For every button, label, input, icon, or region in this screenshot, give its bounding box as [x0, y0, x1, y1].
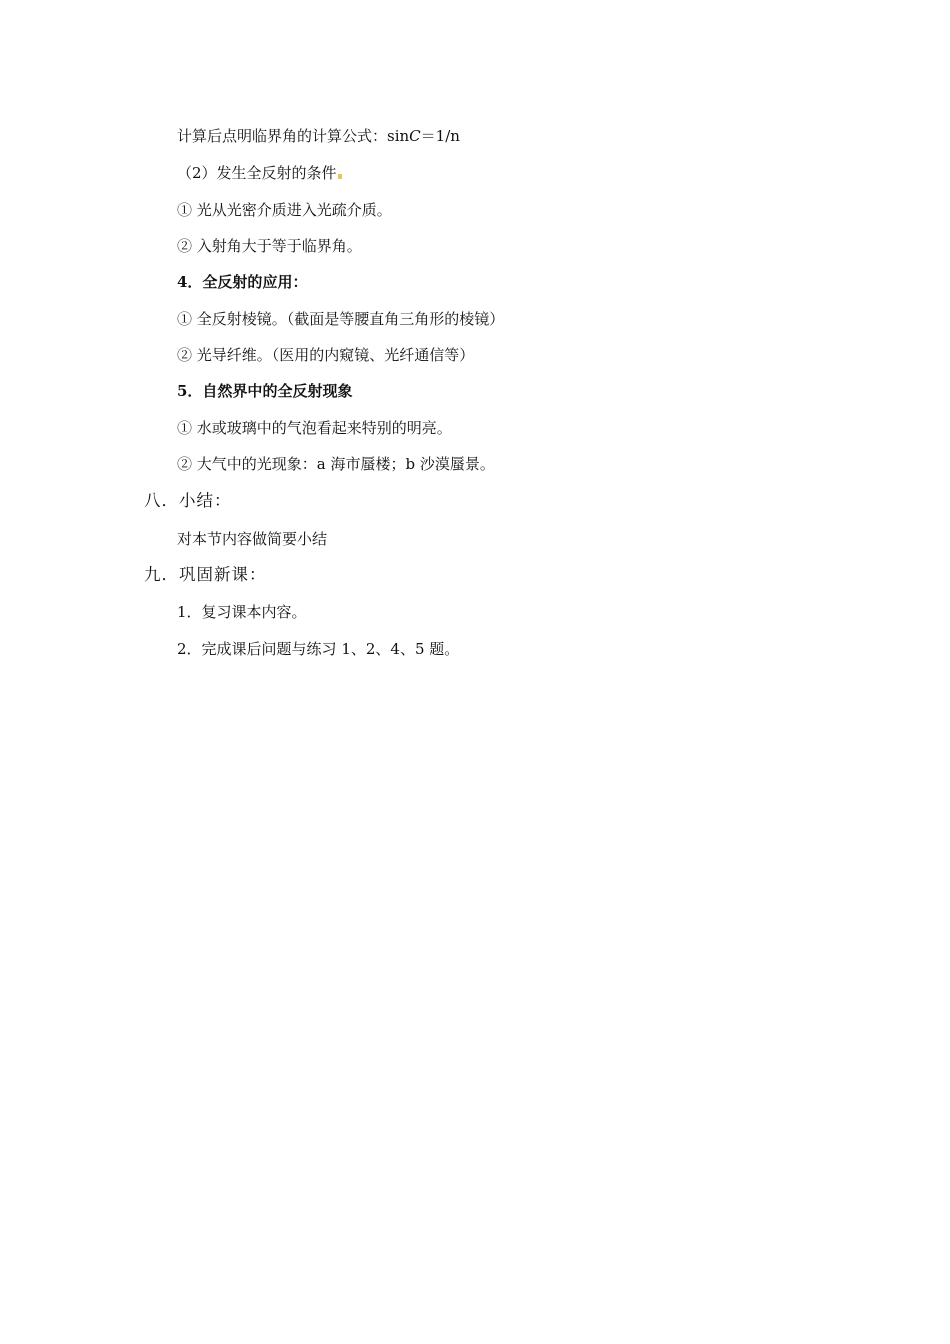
condition-item-2: ② 入射角大于等于临界角。	[177, 237, 362, 255]
formula-variable: C	[409, 127, 421, 145]
condition-item-1: ① 光从光密介质进入光疏介质。	[177, 201, 392, 219]
summary-text: 对本节内容做简要小结	[177, 530, 328, 548]
formula-suffix: ＝1/n	[420, 127, 460, 145]
consolidate-heading: 九．巩固新课：	[144, 565, 267, 584]
application-item-2: ② 光导纤维。（医用的内窥镜、光纤通信等）	[177, 346, 475, 364]
consolidate-item-2: 2．完成课后问题与练习 1、2、4、5 题。	[177, 640, 460, 658]
nature-item-1: ① 水或玻璃中的气泡看起来特别的明亮。	[177, 419, 452, 437]
total-reflection-condition-heading	[177, 163, 342, 183]
nature-item-2: ② 大气中的光现象：a 海市蜃楼；b 沙漠蜃景。	[177, 455, 495, 473]
application-item-1: ① 全反射棱镜。（截面是等腰直角三角形的棱镜）	[177, 310, 505, 328]
condition-heading-text: （2）发生全反射的条件	[177, 164, 337, 182]
nature-phenomena-heading: 5．自然界中的全反射现象	[177, 382, 353, 400]
applications-heading: 4．全反射的应用：	[177, 273, 308, 291]
comment-marker	[338, 174, 342, 179]
formula-prefix: 计算后点明临界角的计算公式：sin	[177, 127, 410, 145]
summary-heading: 八．小结：	[144, 491, 232, 510]
critical-angle-formula	[177, 126, 460, 146]
consolidate-item-1: 1．复习课本内容。	[177, 603, 307, 621]
